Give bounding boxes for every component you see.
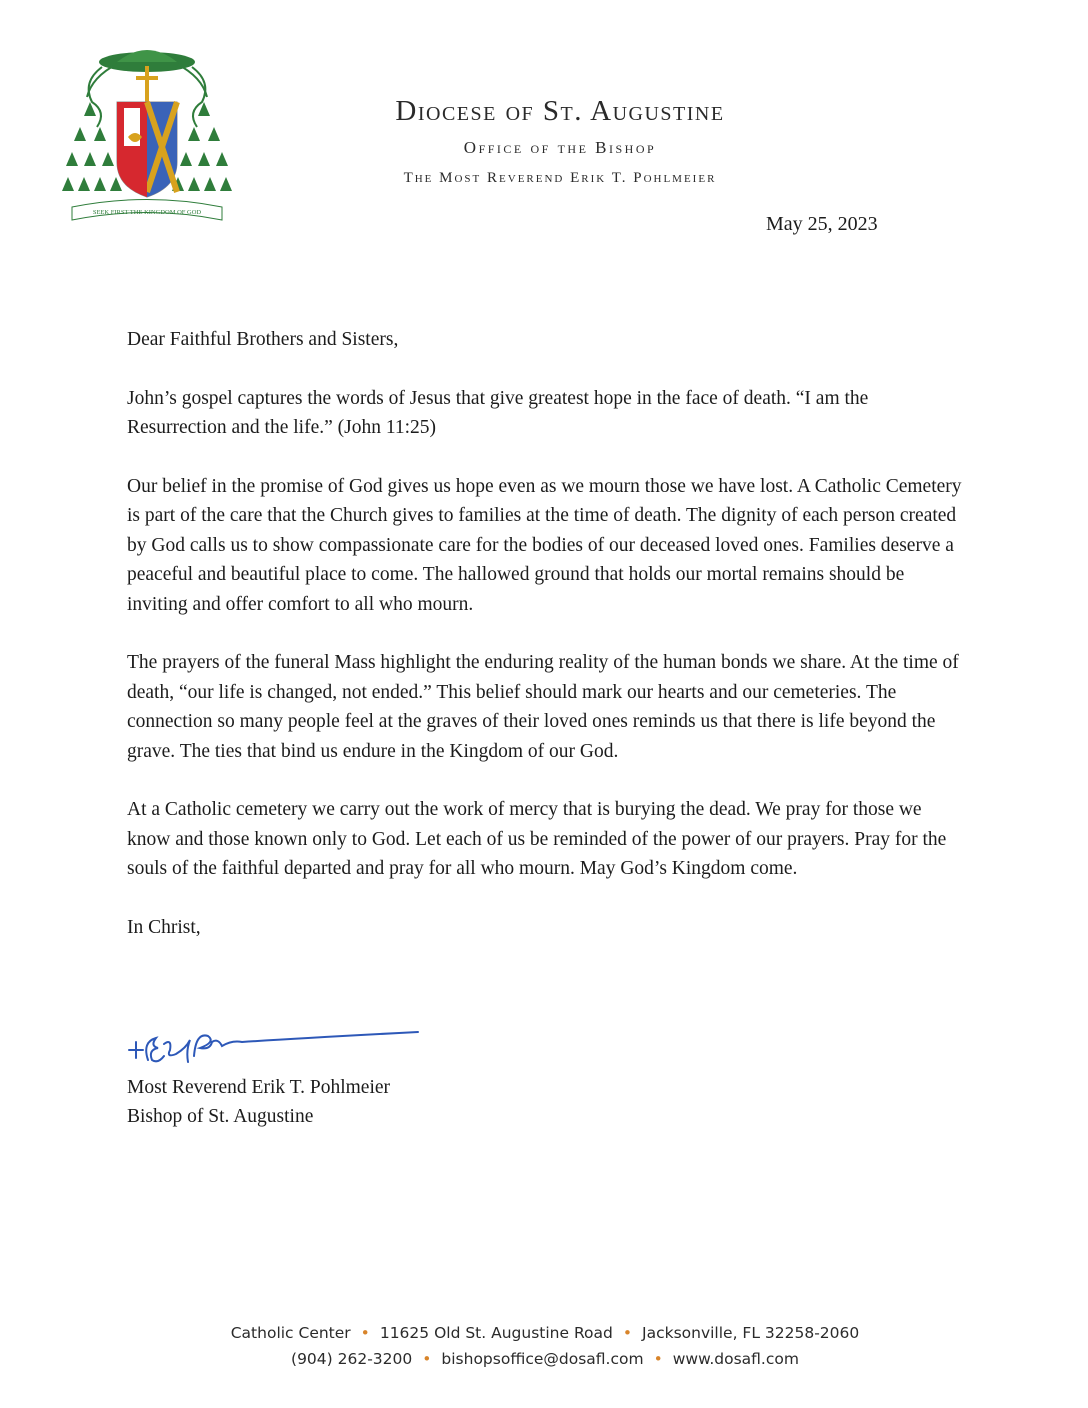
bullet-separator: • — [622, 1324, 632, 1342]
footer-organization: Catholic Center — [230, 1324, 351, 1342]
signer-name: Most Reverend Erik T. Pohlmeier — [127, 1077, 391, 1098]
letter-date: May 25, 2023 — [766, 213, 878, 235]
bullet-separator: • — [422, 1350, 432, 1368]
bishop-name-header: The Most Reverend Erik T. Pohlmeier — [403, 170, 717, 186]
paragraph: The prayers of the funeral Mass highlight the enduring reality of the human bonds we share. At the time of death, “our life is changed, not ended.” This belief should mark our hearts and our cemeteries. The connection so many people feel at the graves of their loved ones reminds us that there is life beyond the grave. The ties that bind us endure in the Kingdom of our God. — [127, 652, 959, 762]
letter-body — [127, 325, 967, 971]
letterhead — [250, 95, 870, 187]
footer-website: www.dosafl.com — [672, 1350, 799, 1368]
footer-line-contact — [150, 1346, 940, 1372]
paragraph: John’s gospel captures the words of Jesus that give greatest hope in the face of death. “I am the Resurrection and the life.” (John 11:25) — [127, 387, 869, 438]
signer-block — [127, 1073, 390, 1131]
motto-text: SEEK FIRST THE KINGDOM OF GOD — [92, 209, 202, 216]
footer-city: Jacksonville, FL 32258-2060 — [642, 1324, 860, 1342]
handwritten-signature — [124, 1022, 434, 1072]
paragraph: At a Catholic cemetery we carry out the work of mercy that is burying the dead. We pray for those we know and those known only to God. Let each of us be reminded of the power of our prayers. Pray for the souls of the faithful departed and pray for all who mourn. May God’s Kingdom come. — [127, 799, 947, 879]
paragraph: Our belief in the promise of God gives us hope even as we mourn those we have lost. A Catholic Cemetery is part of the care that the Church gives to families at the time of death. The dignity of each person created by God calls us to show compassionate care for the bodies of our deceased loved ones. Families deserve a peaceful and beautiful place to come. The hallowed ground that holds our mortal remains should be inviting and offer comfort to all who mourn. — [127, 475, 962, 615]
coat-of-arms-logo — [62, 42, 232, 227]
salutation: Dear Faithful Brothers and Sisters, — [127, 329, 399, 350]
footer-contact — [150, 1320, 940, 1372]
office-name: Office of the Bishop — [463, 138, 657, 157]
diocese-name: Diocese of St. Augustine — [395, 95, 725, 127]
bullet-separator: • — [653, 1350, 663, 1368]
footer-email: bishopsoffice@dosafl.com — [441, 1350, 644, 1368]
footer-phone: (904) 262-3200 — [291, 1350, 413, 1368]
footer-street: 11625 Old St. Augustine Road — [379, 1324, 613, 1342]
closing: In Christ, — [127, 916, 201, 938]
signer-title: Bishop of St. Augustine — [127, 1106, 314, 1127]
bullet-separator: • — [360, 1324, 370, 1342]
footer-line-address — [150, 1320, 940, 1346]
